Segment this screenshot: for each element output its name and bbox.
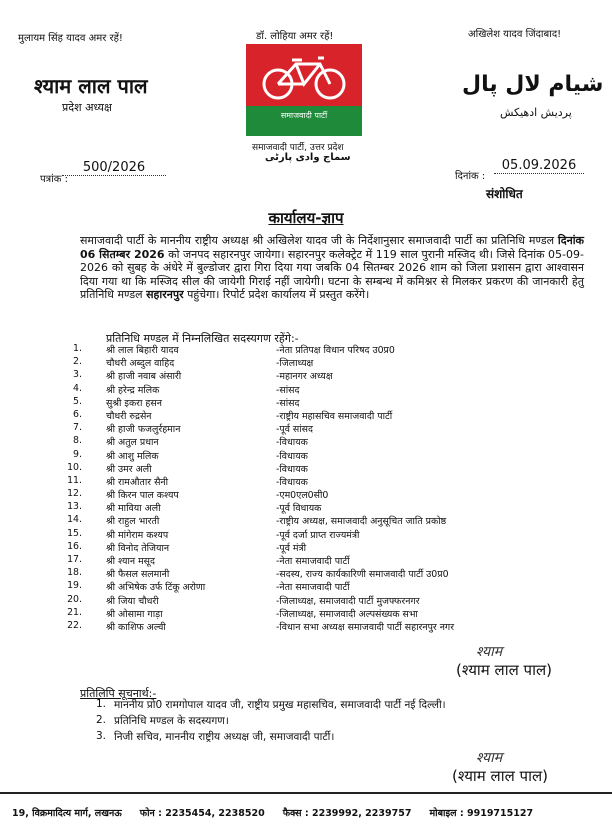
member-name: श्री अभिषेक उर्फ टिंकू अरोणा xyxy=(106,582,206,594)
president-post-hindi: प्रदेश अध्यक्ष xyxy=(62,101,112,114)
cc-item xyxy=(96,698,556,714)
party-name-urdu: سماج وادی پارٹی xyxy=(265,152,351,163)
member-name: श्री लाल बिहारी यादव xyxy=(106,345,179,356)
member-row xyxy=(56,554,556,567)
member-name: श्री फैसल सलमानी xyxy=(106,569,170,581)
memo-title: कार्यालय-ज्ञाप xyxy=(268,209,344,227)
member-number: 10. xyxy=(67,461,82,473)
member-name: श्री रामऔतार सैनी xyxy=(106,476,169,488)
member-row xyxy=(56,396,556,409)
members-heading: प्रतिनिधि मण्डल में निम्नलिखित सदस्यगण रहेंगे:- xyxy=(106,332,299,345)
member-post: -विधायक xyxy=(276,463,308,475)
member-post: -महानगर अध्यक्ष xyxy=(276,371,333,383)
member-post: -जिलाध्यक्ष, समाजवादी अल्पसंख्यक सभा xyxy=(276,608,418,620)
member-row xyxy=(56,409,556,422)
patrank-label: पत्रांक : xyxy=(40,174,69,185)
member-name: श्री आशु मलिक xyxy=(106,450,159,462)
logo-caption: समाजवादी पार्टी xyxy=(280,111,328,120)
member-number: 21. xyxy=(67,606,82,618)
member-row xyxy=(56,501,556,514)
member-name: चौधरी रुद्रसेन xyxy=(106,410,152,422)
member-number: 2. xyxy=(73,356,82,368)
member-number: 1. xyxy=(73,343,82,354)
member-row xyxy=(56,356,556,369)
member-post: -राष्ट्रीय अध्यक्ष, समाजवादी अनुसूचित जाति प्रकोष्ठ xyxy=(276,516,447,528)
member-row xyxy=(56,422,556,435)
member-name: चौधरी अब्दुल वाहिद xyxy=(106,358,175,370)
member-name: श्री हाजी फजलुर्रहमान xyxy=(106,424,181,436)
footer-divider xyxy=(0,792,612,794)
member-number: 11. xyxy=(67,474,82,486)
member-post: -जिलाध्यक्ष xyxy=(276,358,314,370)
member-post: -नेता समाजवादी पार्टी xyxy=(276,556,350,567)
member-post: -जिलाध्यक्ष, समाजवादी पार्टी मुजफ्फरनगर xyxy=(276,595,420,607)
president-name-hindi: श्याम लाल पाल xyxy=(34,74,148,98)
body-part: को जनपद सहारनपुर जायेगा। सहारनपुर कलेक्ट्रेट में 119 साल पुरानी मस्जिद थी। जिसे दिनांक 05-09-2026 को सुबह के अंधेरे में बुल्डोजर द्वारा गिरा दिया गया जबकि 04 सितम्बर 2026 शाम को जिला प्रशासन द्वारा आश्वासन दिया गया था कि मस्जिद सील की जायेगी गिराई नहीं जायेगी। घटना के सम्बन्ध में कमिश्नर से मिलकर प्रकरण की जानकारी हेतु प्रतिनिधि मण्डल xyxy=(80,247,584,301)
member-row xyxy=(56,369,556,382)
body-city: सहारनपुर xyxy=(146,288,184,301)
member-name: श्री विनोद तेजियान xyxy=(106,542,170,554)
member-row xyxy=(56,514,556,527)
member-number: 16. xyxy=(67,540,82,552)
member-row xyxy=(56,594,556,607)
member-name: श्री काशिफ अल्वी xyxy=(106,621,166,633)
member-post: -विधान सभा अध्यक्ष समाजवादी पार्टी सहारनपुर नगर xyxy=(276,621,455,633)
slogan-middle: डॉ. लोहिया अमर रहें! xyxy=(256,31,334,42)
member-name: श्री माविया अली xyxy=(106,503,161,515)
body-date: दिनांक 06 सितम्बर 2026 xyxy=(80,234,584,261)
member-name: श्री श्यान मसूद xyxy=(106,556,156,567)
cc-list xyxy=(96,698,556,746)
member-number: 14. xyxy=(67,514,82,526)
cc-number: 2. xyxy=(96,714,107,726)
member-row xyxy=(56,567,556,580)
member-number: 3. xyxy=(73,369,82,381)
members-list xyxy=(56,343,556,633)
member-row xyxy=(56,343,556,356)
member-number: 15. xyxy=(67,527,82,539)
member-row xyxy=(56,607,556,620)
party-name-line: समाजवादी पार्टी, उत्तर प्रदेश xyxy=(252,143,344,153)
member-number: 13. xyxy=(67,501,82,513)
member-post: -पूर्व विधायक xyxy=(276,503,322,515)
member-number: 8. xyxy=(73,435,82,447)
member-post: -सांसद xyxy=(276,384,300,396)
member-number: 17. xyxy=(67,554,82,565)
member-post: -एम0एल0सी0 xyxy=(276,490,329,502)
member-number: 7. xyxy=(73,422,82,434)
member-post: -पूर्व सांसद xyxy=(276,424,313,436)
member-name: श्री उमर अली xyxy=(106,463,152,475)
member-number: 20. xyxy=(67,593,82,605)
signature-scribble: श्याम xyxy=(476,750,503,766)
member-post: -नेता समाजवादी पार्टी xyxy=(276,582,350,594)
cc-text: निजी सचिव, माननीय राष्ट्रीय अध्यक्ष जी, समाजवादी पार्टी। xyxy=(114,731,335,743)
member-row xyxy=(56,435,556,448)
member-name: सुश्री इकरा हसन xyxy=(106,397,162,409)
member-name: श्री राहुल भारती xyxy=(106,516,160,528)
member-name: श्री जिया चौधरी xyxy=(106,595,159,607)
memo-body xyxy=(80,234,584,302)
member-row xyxy=(56,383,556,396)
member-name: श्री किरन पाल कश्यप xyxy=(106,490,179,502)
cc-number: 3. xyxy=(96,730,107,742)
member-post: -राष्ट्रीय महासचिव समाजवादी पार्टी xyxy=(276,410,393,422)
member-number: 5. xyxy=(73,395,82,407)
slogan-right: अखिलेश यादव जिंदाबाद! xyxy=(468,29,562,40)
signatory-name: (श्याम लाल पाल) xyxy=(452,767,548,785)
signature-scribble: श्याम xyxy=(476,644,503,660)
footer xyxy=(12,806,602,819)
footer-phone: फोन : 2235454, 2238520 xyxy=(139,808,265,819)
member-row xyxy=(56,528,556,541)
member-name: श्री ओसामा गाड़ा xyxy=(106,608,163,620)
member-number: 22. xyxy=(67,619,82,631)
cc-text: माननीय प्रो0 रामगोपाल यादव जी, राष्ट्रीय प्रमुख महासचिव, समाजवादी पार्टी नई दिल्ली। xyxy=(114,699,446,711)
body-part: पहुंचेगा। रिपोर्ट प्रदेश कार्यालय में प्रस्तुत करेंगे। xyxy=(183,288,370,301)
cc-number: 1. xyxy=(96,698,107,710)
member-number: 9. xyxy=(73,448,82,460)
member-post: -विधायक xyxy=(276,437,308,449)
member-number: 19. xyxy=(67,580,82,592)
member-name: श्री मांगेराम कश्यप xyxy=(106,529,169,541)
date-value: 05.09.2026 xyxy=(494,158,584,174)
member-post: -सांसद xyxy=(276,397,300,409)
slogan-left: मुलायम सिंह यादव अमर रहें! xyxy=(18,33,123,44)
footer-mobile: मोबाइल : 9919715127 xyxy=(429,808,534,819)
member-post: -विधायक xyxy=(276,450,308,462)
member-row xyxy=(56,475,556,488)
member-post: -पूर्व दर्जा प्राप्त राज्यमंत्री xyxy=(276,529,360,541)
revised-label: संशोधित xyxy=(486,187,523,201)
president-name-urdu: شیام لال پال xyxy=(462,72,604,97)
date-label: दिनांक : xyxy=(455,171,486,182)
signatory-name: (श्याम लाल पाल) xyxy=(456,661,552,679)
member-row xyxy=(56,620,556,633)
member-name: श्री अतुल प्रधान xyxy=(106,437,159,449)
member-post: -विधायक xyxy=(276,476,308,488)
member-row xyxy=(56,462,556,475)
body-part: समाजवादी पार्टी के माननीय राष्ट्रीय अध्यक्ष श्री अखिलेश यादव जी के निर्देशानुसार समाजवादी पार्टी का प्रतिनिधि मण्डल xyxy=(80,234,558,247)
member-post: -नेता प्रतिपक्ष विधान परिषद उ0प्र0 xyxy=(276,345,395,356)
cc-item xyxy=(96,714,556,730)
member-post: -पूर्व मंत्री xyxy=(276,542,307,554)
party-logo xyxy=(246,44,362,136)
patrank-value: 500/2026 xyxy=(62,160,166,176)
footer-address: 19, विक्रमादित्य मार्ग, लखनऊ xyxy=(12,808,122,819)
member-row xyxy=(56,488,556,501)
bicycle-icon xyxy=(258,50,350,102)
cc-label: प्रतिलिपि सूचनार्थ:- xyxy=(80,687,157,700)
member-row xyxy=(56,580,556,593)
cc-item xyxy=(96,730,556,746)
member-number: 6. xyxy=(73,408,82,420)
member-row xyxy=(56,449,556,462)
cc-text: प्रतिनिधि मण्डल के सदस्यगण। xyxy=(114,715,229,727)
member-name: श्री हरेन्द्र मलिक xyxy=(106,384,160,396)
member-number: 4. xyxy=(73,382,82,394)
member-row xyxy=(56,541,556,554)
member-number: 18. xyxy=(67,567,82,579)
footer-fax: फैक्स : 2239992, 2239757 xyxy=(282,808,412,819)
member-post: -सदस्य, राज्य कार्यकारिणी समाजवादी पार्टी उ0प्र0 xyxy=(276,569,449,581)
member-name: श्री हाजी नवाब अंसारी xyxy=(106,371,182,383)
member-number: 12. xyxy=(67,488,82,500)
president-post-urdu: پردیش ادھیکش xyxy=(500,106,572,119)
